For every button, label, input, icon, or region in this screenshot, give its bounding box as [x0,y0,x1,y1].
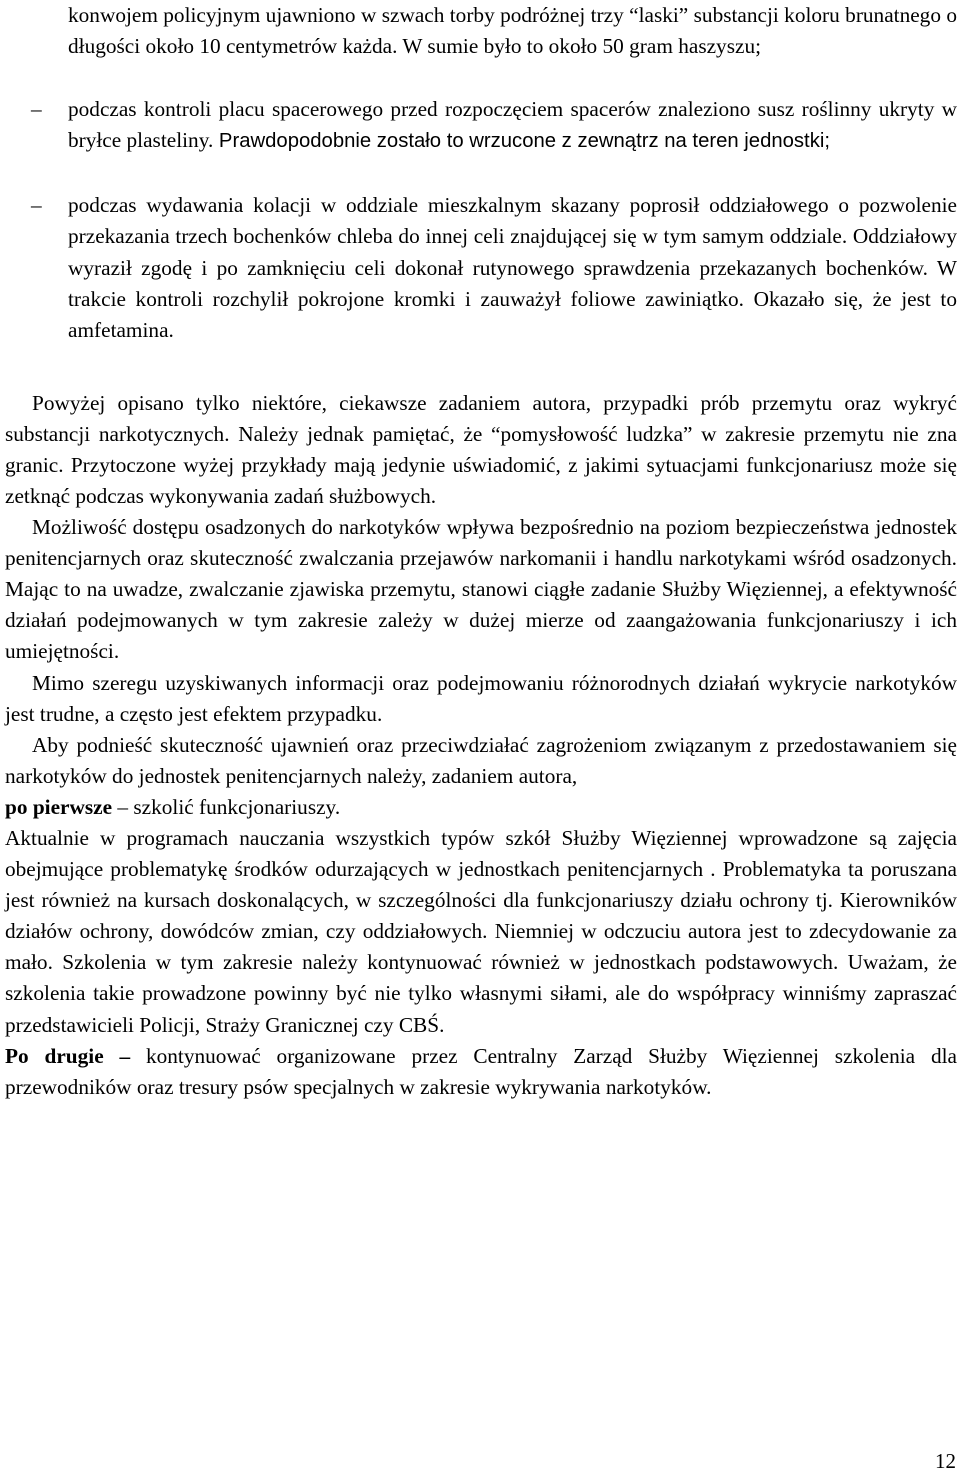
document-page [5,0,957,1103]
paragraph [5,1041,957,1103]
dash-bullet: – [31,193,42,218]
list-item [5,94,957,158]
list-item-text-sans: Prawdopodobnie zostało to wrzucone z zewnątrz na teren jednostki; [213,129,830,152]
paragraph: Aby podnieść skuteczność ujawnień oraz przeciwdziałać zagrożeniom związanym z przedostawaniem się narkotyków do jednostek penitencjarnych należy, zadaniem autora, [5,732,957,788]
paragraph: Mimo szeregu uzyskiwanych informacji oraz podejmowaniu różnorodnych działań wykrycie narkotyków jest trudne, a często jest efektem przypadku. [5,670,957,726]
bullet-list [5,0,957,347]
paragraph-text: kontynuować organizowane przez Centralny Zarząd Służby Więziennej szkolenia dla przewodników oraz tresury psów specjalnych w zakresie wykrywania narkotyków. [5,1043,957,1099]
paragraph: Możliwość dostępu osadzonych do narkotyków wpływa bezpośrednio na poziom bezpieczeństwa jednostek penitencjarnych oraz skuteczność zwalczania przejawów narkomanii i handlu narkotykami wśród osadzonych. Mając to na uwadze, zwalczanie zjawiska przemytu, stanowi ciągłe zadanie Służby Więziennej, a efektywność działań podejmowanych w tym zakresie zależy w dużej mierze od zaangażowania funkcjonariuszy i ich umiejętności. [5,515,957,664]
list-item-text: podczas kontroli placu spacerowego przed rozpoczęciem spacerów znaleziono susz roślinny ukryty w bryłce plasteliny. [68,96,957,152]
list-item [5,190,957,346]
page-number: 12 [935,1449,956,1473]
dash-bullet: – [31,96,42,121]
list-item-text: Oddziałowy wyraził zgodę i po zamknięciu celi dokonał rutynowego sprawdzenia przekazanych bochenków. W trakcie kontroli rozchylił pokrojone kromki i zauważył foliowe zawiniątko. Okazało się, że jest to amfetamina. [68,224,957,343]
paragraph: Aktualnie w programach nauczania wszystkich typów szkół Służby Więziennej wprowadzone są zajęcia obejmujące problematykę środków odurzających w jednostkach penitencjarnych . Problematyka ta poruszana jest również na kursach doskonalących, w szczególności dla funkcjonariuszy działu ochrony tj. Kierowników działów ochrony, dowódców zmian, czy oddziałowych. Niemniej w odczuciu autora jest to zdecydowanie za mało. Szkolenia w tym zakresie należy kontynuować również w jednostkach podstawowych. Uważam, że szkolenia takie prowadzone powinny być nie tylko własnymi siłami, ale do współpracy winniśmy zapraszać przedstawicieli Policji, Straży Granicznej czy CBŚ. [5,825,957,1037]
paragraph [5,792,957,823]
list-item [5,0,957,63]
bold-lead: po pierwsze [5,794,113,819]
list-item-text: podczas wydawania kolacji w oddziale mieszkalnym skazany poprosił oddziałowego o pozwolenie przekazania trzech bochenków chleba do innej celi znajdującej się w tym samym oddziale. [68,193,957,249]
paragraph: Powyżej opisano tylko niektóre, ciekawsze zadaniem autora, przypadki prób przemytu oraz wykryć substancji narkotycznych. Należy jednak pamiętać, że “pomysłowość ludzka” w zakresie przemytu nie zna granic. Przytoczone wyżej przykłady mają jedynie uświadomić, z jakimi sytuacjami funkcjonariusz może się zetknąć podczas wykonywania zadań służbowych. [5,390,957,508]
list-item-text: konwojem policyjnym ujawniono w szwach torby podróżnej trzy “laski” substancji koloru brunatnego o długości około 10 centymetrów każda. W sumie było to około 50 gram haszyszu; [68,3,957,59]
bold-lead: Po drugie – [5,1043,131,1068]
paragraph-text: – szkolić funkcjonariuszy. [112,794,341,819]
